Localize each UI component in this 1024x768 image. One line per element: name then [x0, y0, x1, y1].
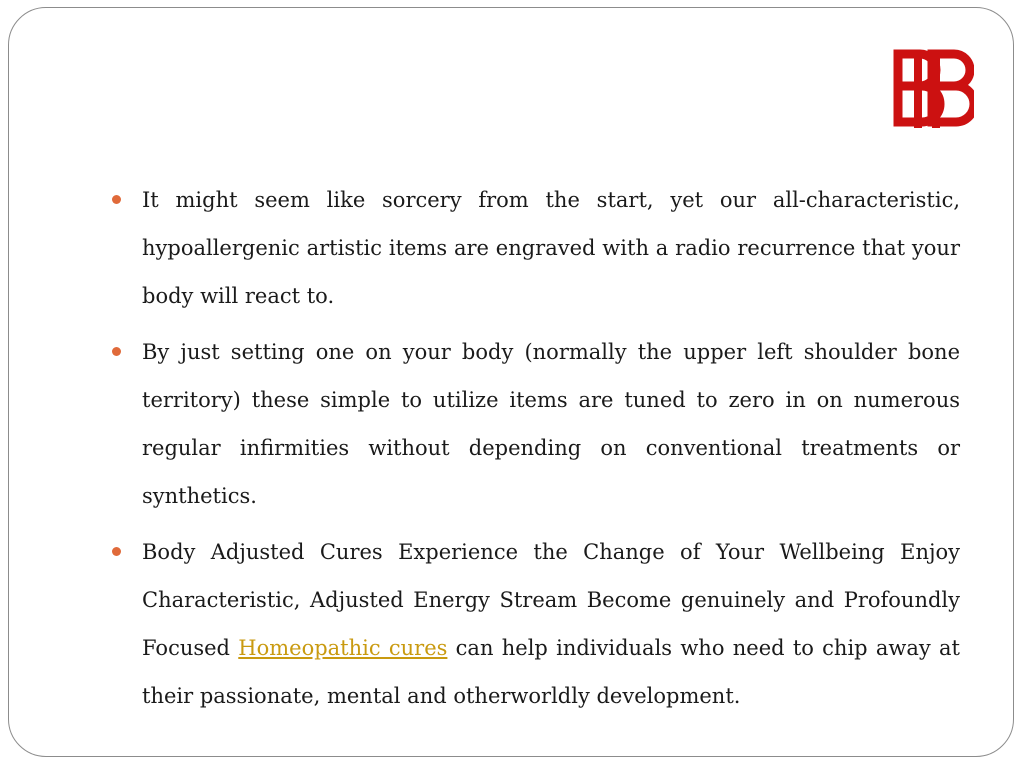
bullet-text: It might seem like sorcery from the start, yet our all-characteristic, hypoallergenic artistic items are engraved with a radio recurrence that your body will react to.: [142, 188, 960, 308]
bullet-dot-icon: [112, 347, 121, 356]
bullet-text: By just setting one on your body (normally the upper left shoulder bone territory) these simple to utilize items are tuned to zero in on numerous regular infirmities without depending on conventional treatments or synthetics.: [142, 340, 960, 508]
bullet-item: [112, 528, 960, 720]
homeopathic-cures-link[interactable]: Homeopathic cures: [238, 636, 448, 660]
bullet-list: [112, 176, 960, 728]
bullet-item: [112, 176, 960, 320]
bullet-dot-icon: [112, 195, 121, 204]
bullet-text-before-link: Body Adjusted Cures Experience the Change of Your Wellbeing Enjoy Characteristic, Adjusted Energy Stream Become genuinely and Profoundly Focused: [142, 540, 960, 660]
bullet-dot-icon: [112, 547, 121, 556]
double-b-logo-icon: [880, 44, 974, 134]
bullet-text-after-link: can help individuals who need to chip away at their passionate, mental and otherworldly development.: [142, 636, 960, 708]
bullet-item: [112, 328, 960, 520]
